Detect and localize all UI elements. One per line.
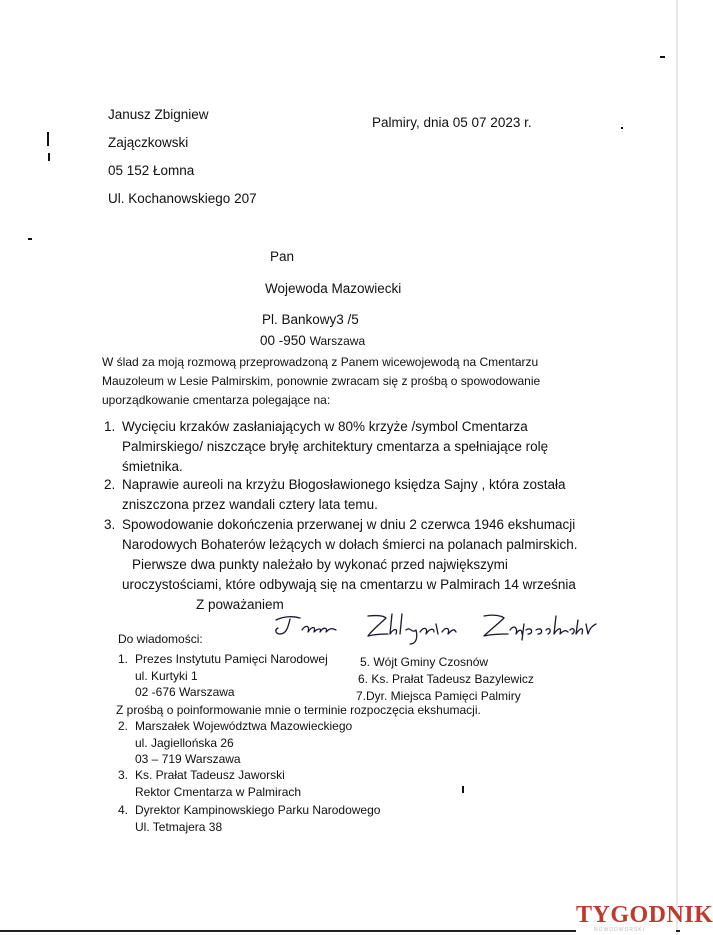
cc-request: Z prośbą o poinformowanie mnie o terminie rozpoczęcia ekshumacji.	[116, 703, 481, 717]
point-line: śmietnika.	[122, 459, 183, 474]
cc-line: Marszałek Województwa Mazowieckiego	[135, 719, 353, 733]
cc-line: Ul. Tetmajera 38	[135, 820, 223, 834]
intro-line3: uporządkowanie cmentarza polegające na:	[102, 393, 331, 407]
cc-right-line: 6. Ks. Prałat Tadeusz Bazylewicz	[358, 672, 534, 686]
cc-number: 4.	[118, 803, 129, 817]
point-line: Wycięciu krzaków zasłaniających w 80% krzyże /symbol Cmentarza	[122, 419, 528, 434]
cc-line: Ks. Prałat Tadeusz Jaworski	[135, 768, 285, 782]
scan-speck	[47, 132, 49, 146]
recipient-title: Wojewoda Mazowiecki	[265, 281, 402, 296]
cc-number: 3.	[118, 768, 129, 782]
point-line: Naprawie aureoli na krzyżu Błogosławionego księdza Sajny , która została	[122, 477, 566, 492]
scan-edge	[676, 0, 678, 935]
cc-right-line: 7.Dyr. Miejsca Pamięci Palmiry	[356, 689, 521, 703]
cc-line: Rektor Cmentarza w Palmirach	[135, 785, 302, 799]
intro-line1: W ślad za moją rozmową przeprowadzoną z Panem wicewojewodą na Cmentarzu	[102, 355, 539, 369]
watermark-brand: TYGODNIK	[576, 902, 713, 928]
cc-line: ul. Jagiellońska 26	[135, 736, 234, 750]
recipient-postal-city	[260, 334, 365, 348]
point-line: Spowodowanie dokończenia przerwanej w dniu 2 czerwca 1946 ekshumacji	[122, 517, 576, 532]
place-date: Palmiry, dnia 05 07 2023 r.	[372, 115, 532, 130]
cc-line: ul. Kurtyki 1	[135, 669, 198, 683]
scan-speck	[660, 56, 665, 58]
closing-regards: Z poważaniem	[196, 597, 284, 612]
cc-number: 2.	[118, 719, 129, 733]
scan-speck	[462, 786, 464, 793]
cc-line: 02 -676 Warszawa	[135, 685, 235, 699]
cc-number: 1.	[118, 652, 129, 666]
sender-name-line1: Janusz Zbigniew	[108, 107, 209, 122]
cc-heading: Do wiadomości:	[118, 632, 203, 646]
point-number: 3.	[104, 517, 116, 532]
point-number: 1.	[104, 419, 116, 434]
point-line: Palmirskiego/ niszczące bryłę architektury cmentarza a spełniające rolę	[122, 439, 549, 454]
closing-line1: Pierwsze dwa punkty należało by wykonać przed największymi	[132, 557, 508, 572]
recipient-city: Warszawa	[309, 334, 366, 348]
sender-name-line2: Zajączkowski	[108, 135, 189, 150]
sender-postal: 05 152 Łomna	[108, 163, 195, 178]
cc-line: Prezes Instytutu Pamięci Narodowej	[135, 652, 328, 666]
cc-line: 03 – 719 Warszawa	[135, 752, 241, 766]
point-number: 2.	[104, 477, 116, 492]
recipient-salutation: Pan	[270, 249, 295, 264]
scan-speck	[621, 127, 623, 129]
closing-line2: uroczystościami, które odbywają się na cmentarzu w Palmirach 14 września	[122, 577, 576, 592]
cc-line: Dyrektor Kampinowskiego Parku Narodowego	[135, 803, 381, 817]
handwritten-signature	[270, 610, 630, 650]
recipient-street: Pl. Bankowy3 /5	[262, 312, 359, 327]
scan-speck	[48, 153, 50, 161]
scan-speck	[28, 238, 32, 240]
cc-right-line: 5. Wójt Gminy Czosnów	[360, 655, 489, 669]
watermark-logo	[576, 902, 713, 933]
point-line: Narodowych Bohaterów leżących w dołach śmierci na polanach palmirskich.	[122, 537, 578, 552]
recipient-postal-code: 00 -950	[260, 333, 306, 348]
intro-line2: Mauzoleum w Lesie Palmirskim, ponownie zwracam się z prośbą o spowodowanie	[102, 374, 541, 388]
sender-street: Ul. Kochanowskiego 207	[108, 191, 257, 206]
watermark-sub: NOWODWORSKI	[594, 927, 645, 933]
point-line: zniszczona przez wandali cztery lata temu.	[122, 497, 378, 512]
